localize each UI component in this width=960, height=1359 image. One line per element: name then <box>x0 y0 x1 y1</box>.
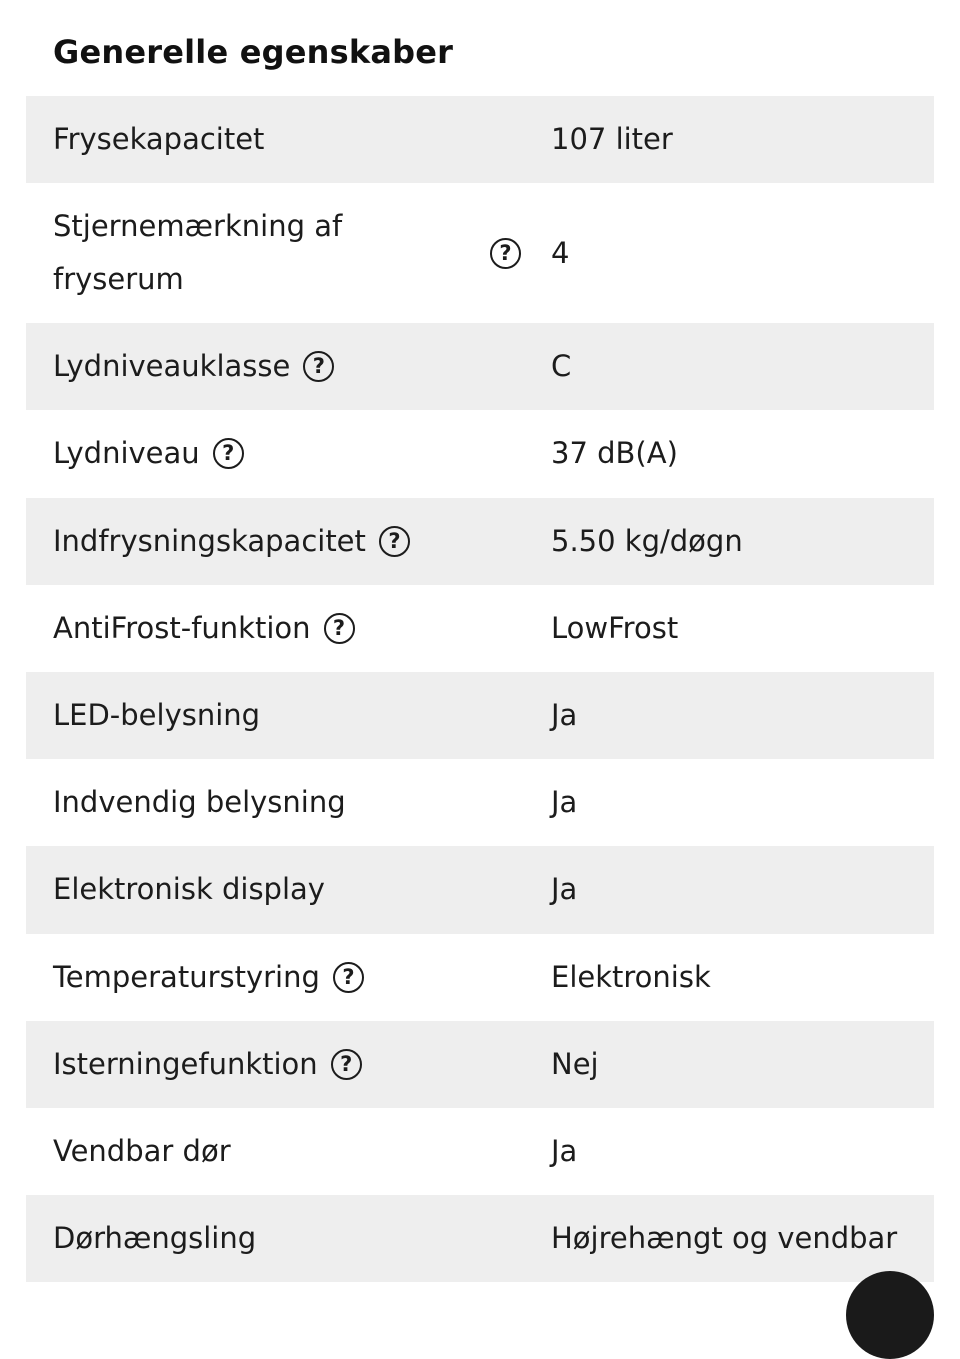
spec-value: 5.50 kg/døgn <box>551 523 743 558</box>
spec-label: Temperaturstyring <box>53 959 320 994</box>
spec-value: LowFrost <box>551 610 679 645</box>
spec-label-cell <box>26 340 551 393</box>
spec-value: Nej <box>551 1046 599 1081</box>
spec-value: 37 dB(A) <box>551 436 678 471</box>
spec-value: Ja <box>551 1133 578 1168</box>
spec-value: Elektronisk <box>551 959 711 994</box>
spec-row-antifrost <box>26 585 934 672</box>
spec-label: Indfrysningskapacitet <box>53 523 366 558</box>
spec-table <box>26 96 934 1282</box>
spec-label: LED-belysning <box>53 698 261 733</box>
spec-row-lydniveau <box>26 410 934 497</box>
spec-label-cell <box>26 515 551 568</box>
spec-label: Lydniveau <box>53 436 200 471</box>
spec-label-cell <box>26 1212 551 1265</box>
spec-label: Frysekapacitet <box>53 122 265 157</box>
spec-label: Lydniveauklasse <box>53 349 291 384</box>
help-icon[interactable]: ? <box>333 962 364 993</box>
spec-label-cell <box>26 200 551 306</box>
spec-label: Dørhængsling <box>53 1221 257 1256</box>
spec-row-indvendig-belysning <box>26 759 934 846</box>
spec-row-isterningefunktion <box>26 1021 934 1108</box>
spec-label-cell <box>26 951 551 1004</box>
help-icon[interactable]: ? <box>324 613 355 644</box>
spec-label-cell <box>26 689 551 742</box>
help-icon[interactable]: ? <box>490 238 521 269</box>
spec-label-cell <box>26 113 551 166</box>
spec-value: Højrehængt og vendbar <box>551 1221 898 1256</box>
spec-label: Vendbar dør <box>53 1133 231 1168</box>
spec-label: Indvendig belysning <box>53 785 346 820</box>
help-icon[interactable]: ? <box>303 351 334 382</box>
spec-row-dorhaengsling <box>26 1195 934 1282</box>
spec-label-cell <box>26 776 551 829</box>
spec-label-cell <box>26 427 551 480</box>
help-icon[interactable]: ? <box>379 526 410 557</box>
spec-value: 4 <box>551 235 570 270</box>
spec-label-cell <box>26 602 551 655</box>
spec-row-frysekapacitet <box>26 96 934 183</box>
spec-label-cell <box>26 1038 551 1091</box>
spec-row-elektronisk-display <box>26 846 934 933</box>
spec-row-stjernemaerkning <box>26 183 934 323</box>
spec-label-cell <box>26 863 551 916</box>
spec-label: AntiFrost-funktion <box>53 610 311 645</box>
spec-row-lydniveauklasse <box>26 323 934 410</box>
help-icon[interactable]: ? <box>213 438 244 469</box>
chat-button[interactable] <box>846 1271 934 1359</box>
section-title: Generelle egenskaber <box>53 33 454 71</box>
spec-row-led-belysning <box>26 672 934 759</box>
spec-value: C <box>551 349 572 384</box>
spec-label-cell <box>26 1125 551 1178</box>
spec-value: 107 liter <box>551 122 673 157</box>
spec-label: Stjernemærkning af fryserum <box>53 209 343 297</box>
spec-value: Ja <box>551 872 578 907</box>
spec-row-vendbar-dor <box>26 1108 934 1195</box>
spec-label: Isterningefunktion <box>53 1046 318 1081</box>
spec-value: Ja <box>551 785 578 820</box>
help-icon[interactable]: ? <box>331 1049 362 1080</box>
spec-row-temperaturstyring <box>26 934 934 1021</box>
spec-label: Elektronisk display <box>53 872 325 907</box>
spec-value: Ja <box>551 698 578 733</box>
spec-row-indfrysningskapacitet <box>26 498 934 585</box>
